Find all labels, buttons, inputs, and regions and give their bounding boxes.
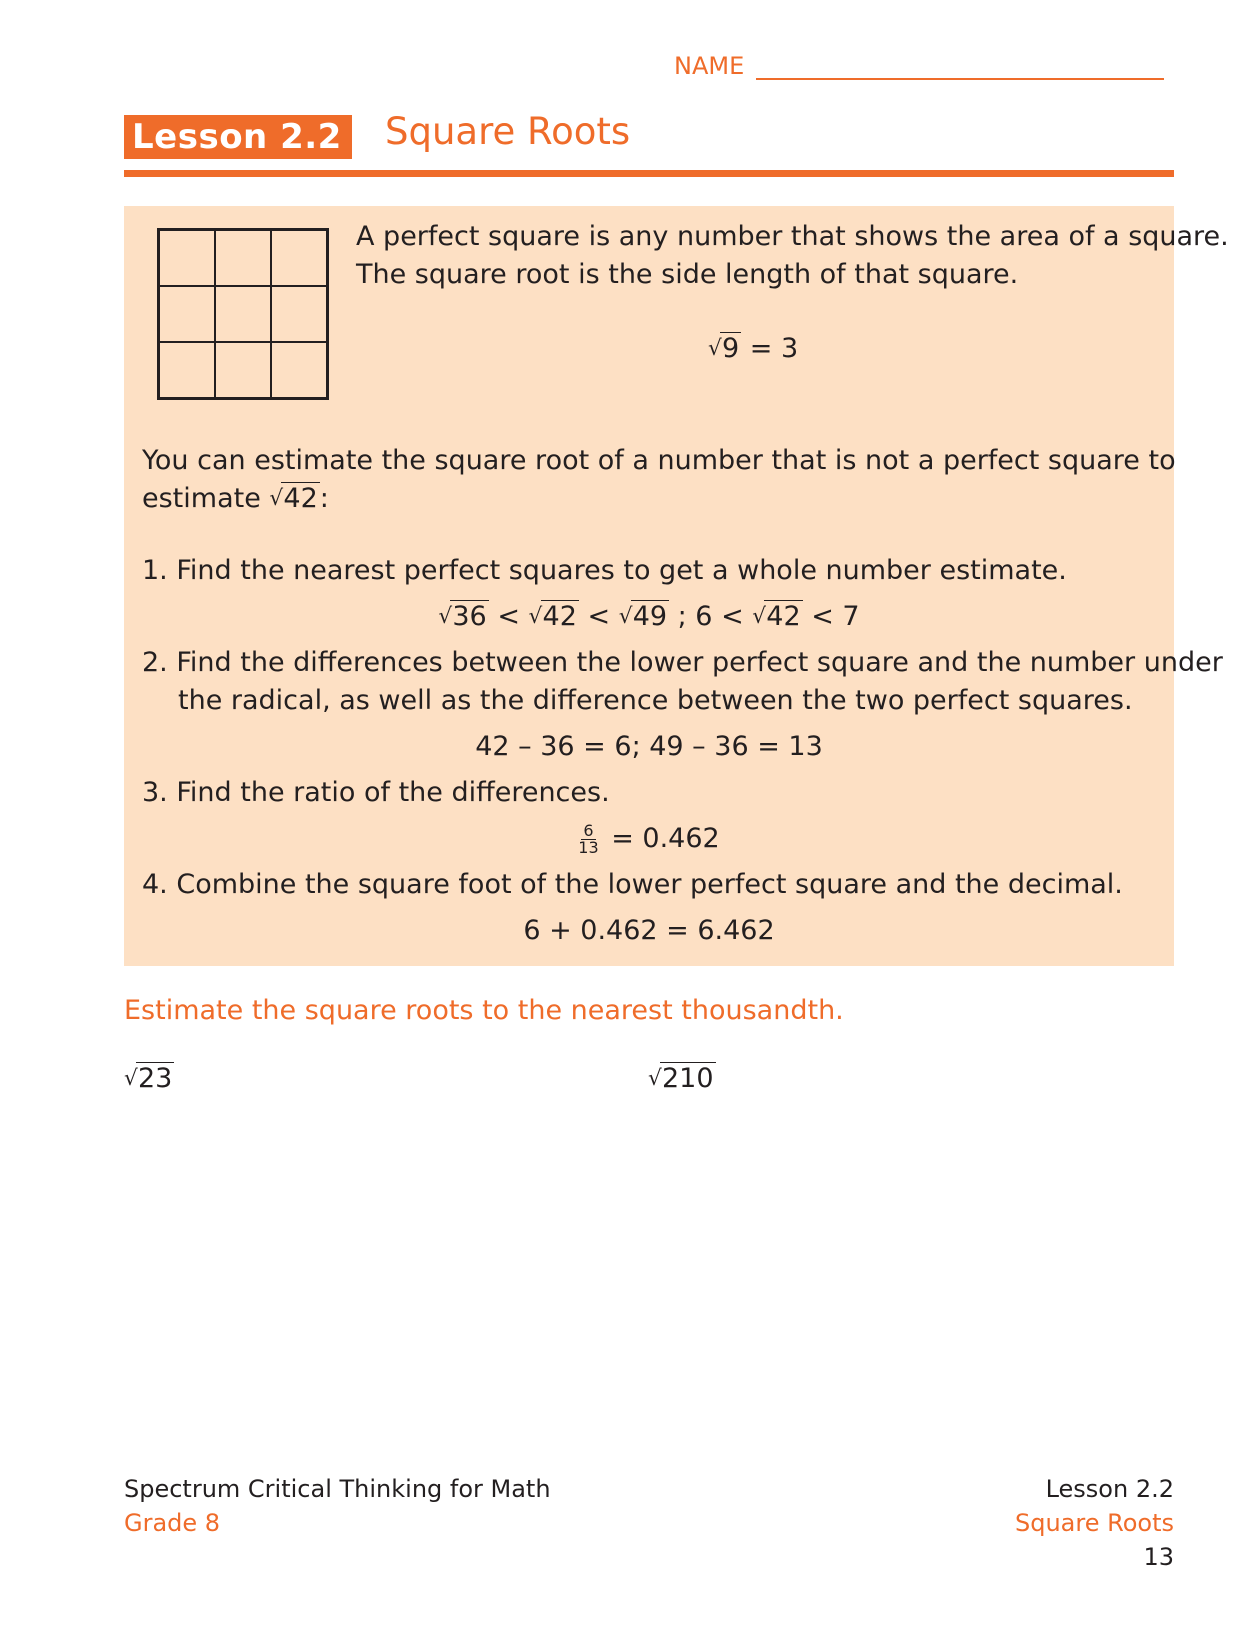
grid-cell xyxy=(159,342,215,398)
step-3-equation xyxy=(124,820,1174,858)
operator: < xyxy=(488,601,529,632)
grid-cell xyxy=(271,230,327,286)
radicand: 9 xyxy=(722,333,740,364)
grid-cell xyxy=(215,286,271,342)
title-rule xyxy=(124,170,1174,177)
page-number: 13 xyxy=(1143,1543,1174,1571)
step-2-line-2: the radical, as well as the difference between the two perfect squares. xyxy=(178,685,1133,716)
lesson-badge: Lesson 2.2 xyxy=(124,115,352,159)
example-equation xyxy=(708,330,798,368)
radicand: 36 xyxy=(452,601,487,632)
equation-rest: = 0.462 xyxy=(602,823,720,854)
footer-topic: Square Roots xyxy=(1015,1509,1174,1537)
estimate-line-2 xyxy=(142,480,329,518)
name-field[interactable] xyxy=(674,48,1164,88)
radicand: 23 xyxy=(138,1063,173,1094)
exercise-instruction: Estimate the square roots to the nearest thousandth. xyxy=(124,995,844,1026)
step-2-equation: 42 – 36 = 6; 49 – 36 = 13 xyxy=(475,731,823,762)
problem-1 xyxy=(124,1060,174,1098)
step-3: 3. Find the ratio of the differences. xyxy=(142,777,610,808)
denominator: 13 xyxy=(578,838,599,857)
radicand: 210 xyxy=(662,1063,714,1094)
radical xyxy=(619,598,669,636)
radical xyxy=(752,598,802,636)
estimate-prefix: estimate xyxy=(142,483,270,514)
step-2-line-1: 2. Find the differences between the lower perfect square and the number under xyxy=(142,647,1223,678)
step-1-equation xyxy=(124,598,1174,636)
estimate-suffix: : xyxy=(319,483,329,514)
name-line[interactable] xyxy=(756,78,1164,80)
radical xyxy=(124,1060,174,1098)
square-grid-diagram xyxy=(157,228,329,400)
footer-right xyxy=(1015,1472,1174,1574)
radicand: 42 xyxy=(766,601,801,632)
equation-rest: = 3 xyxy=(741,333,799,364)
problem-2 xyxy=(648,1060,716,1098)
step-4-equation: 6 + 0.462 = 6.462 xyxy=(523,915,775,946)
grid-cell xyxy=(215,230,271,286)
radical xyxy=(648,1060,716,1098)
grid-cell xyxy=(271,342,327,398)
fraction xyxy=(578,823,598,856)
step-4: 4. Combine the square foot of the lower perfect square and the decimal. xyxy=(142,869,1123,900)
footer-left xyxy=(124,1472,551,1540)
equation-middle: ; 6 < xyxy=(669,601,753,632)
grid-cell xyxy=(215,342,271,398)
radical xyxy=(529,598,579,636)
footer-grade: Grade 8 xyxy=(124,1509,221,1537)
intro-line-2: The square root is the side length of that square. xyxy=(356,259,1019,290)
grid-cell xyxy=(271,286,327,342)
radical xyxy=(708,330,741,368)
radicand: 42 xyxy=(283,483,318,514)
radicand: 49 xyxy=(632,601,668,632)
name-label: NAME xyxy=(674,52,745,80)
numerator: 6 xyxy=(583,821,594,840)
operator: < xyxy=(578,601,619,632)
intro-line-1: A perfect square is any number that shows the area of a square. xyxy=(356,221,1229,252)
footer-lesson: Lesson 2.2 xyxy=(1045,1475,1174,1503)
radical xyxy=(438,598,488,636)
grid-cell xyxy=(159,286,215,342)
estimate-line-1: You can estimate the square root of a number that is not a perfect square to xyxy=(142,445,1176,476)
grid-cell xyxy=(159,230,215,286)
radicand: 42 xyxy=(542,601,577,632)
radical xyxy=(269,480,319,518)
lesson-title: Square Roots xyxy=(385,110,631,153)
step-1: 1. Find the nearest perfect squares to get a whole number estimate. xyxy=(142,555,1067,586)
footer-book-title: Spectrum Critical Thinking for Math xyxy=(124,1475,551,1503)
equation-end: < 7 xyxy=(802,601,860,632)
